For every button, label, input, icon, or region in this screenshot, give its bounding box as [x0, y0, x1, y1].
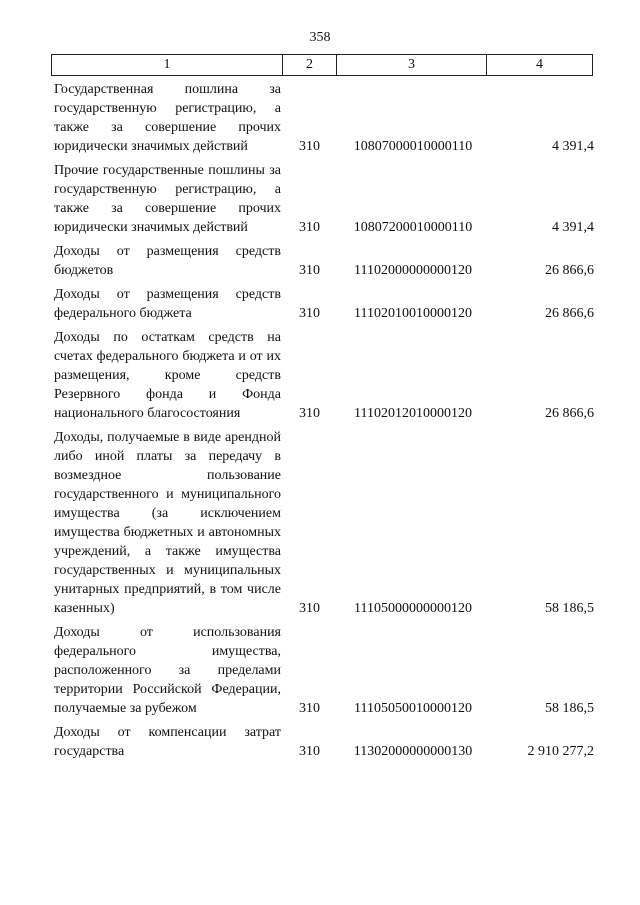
table-row: [54, 723, 594, 761]
row-amount: 26 866,6: [545, 306, 594, 321]
row-code: 310: [299, 744, 320, 759]
header-col-1: 1: [163, 57, 171, 72]
row-amount: 4 391,4: [552, 139, 594, 154]
row-code: 310: [299, 601, 320, 616]
row-amount: 26 866,6: [545, 263, 594, 278]
table-row: [54, 80, 594, 156]
row-kbk: 11105050010000120: [354, 701, 472, 716]
row-name: Доходы по остаткам средств на счетах федерального бюджета и от их размещения, кроме средств Резервного фонда и Фонда национального благосостояния: [54, 330, 281, 421]
row-name: Доходы от компенсации затрат государства: [54, 725, 281, 759]
row-name: Доходы от размещения средств федерального бюджета: [54, 287, 281, 321]
row-kbk: 10807200010000110: [353, 220, 473, 235]
row-name: Доходы от использования федерального имущества, расположенного за пределами территории Российской Федерации, получаемые за рубежом: [54, 625, 281, 716]
table-row: [54, 242, 594, 280]
row-kbk: 11102000000000120: [354, 263, 472, 278]
table-row: [54, 328, 594, 423]
table-row: [54, 623, 594, 718]
row-name: Государственная пошлина за государственную регистрацию, а также за совершение прочих юридически значимых действий: [54, 82, 281, 154]
row-code: 310: [299, 139, 320, 154]
header-col-3: 3: [336, 55, 486, 75]
row-code: 310: [299, 701, 320, 716]
row-amount: 4 391,4: [552, 220, 594, 235]
table-row: [54, 285, 594, 323]
row-name: Доходы от размещения средств бюджетов: [54, 244, 281, 278]
row-kbk: 11102012010000120: [354, 406, 472, 421]
row-name: Доходы, получаемые в виде арендной либо иной платы за передачу в возмездное пользование государственного и муниципального имущества (за исключением имущества бюджетных и автономных учреждений, а также имущества государственных и муниципальных унитарных предприятий, в том числе казенных): [54, 430, 281, 616]
row-amount: 58 186,5: [545, 701, 594, 716]
table-header: [51, 54, 593, 76]
table-row: [54, 161, 594, 237]
header-col-4: 4: [486, 55, 592, 75]
row-code: 310: [299, 406, 320, 421]
row-name: Прочие государственные пошлины за государственную регистрацию, а также за совершение прочих юридически значимых действий: [54, 163, 281, 235]
row-kbk: 11105000000000120: [354, 601, 472, 616]
row-kbk: 10807000010000110: [353, 139, 473, 154]
row-code: 310: [299, 220, 320, 235]
row-amount: 2 910 277,2: [527, 744, 594, 759]
table-row: [54, 428, 594, 618]
page-number: 358: [309, 30, 331, 45]
table-body: [54, 80, 594, 766]
row-amount: 58 186,5: [545, 601, 594, 616]
row-amount: 26 866,6: [545, 406, 594, 421]
row-kbk: 11102010010000120: [354, 306, 472, 321]
row-code: 310: [299, 263, 320, 278]
header-col-2: 2: [282, 55, 336, 75]
row-kbk: 11302000000000130: [353, 744, 473, 759]
row-code: 310: [299, 306, 320, 321]
